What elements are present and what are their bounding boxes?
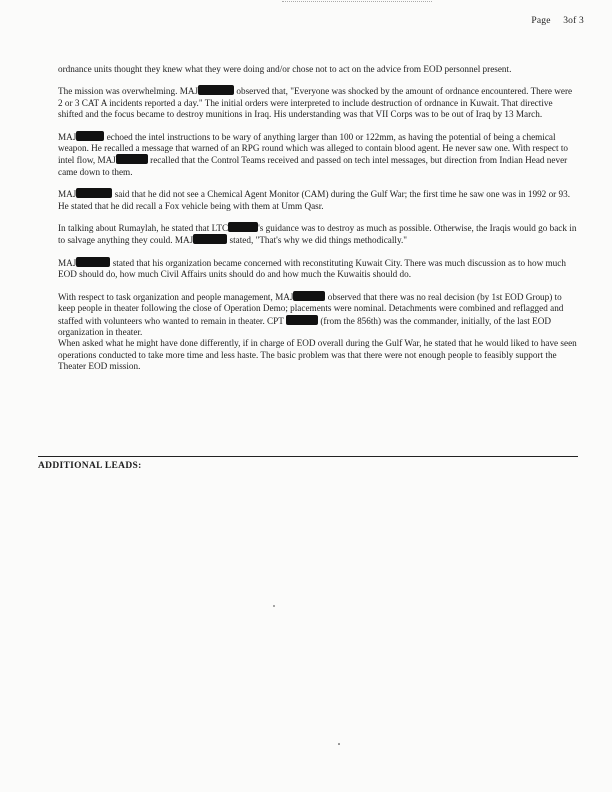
redaction-block bbox=[193, 234, 227, 244]
page-label: Page bbox=[531, 16, 551, 26]
scan-speck bbox=[338, 743, 340, 745]
page-header bbox=[521, 16, 584, 26]
paragraph-ordnance-units bbox=[58, 64, 578, 75]
scan-mark bbox=[282, 1, 432, 3]
text-segment: observed that there was no real decision (by 1st EOD Group) to keep people in theater following the close of Operation Demo; placements were nominal. Detachments were combined and reflagged and staffed with volunteers who wanted to remain in theater. CPT bbox=[58, 291, 564, 326]
scan-speck bbox=[273, 605, 275, 607]
redaction-block bbox=[76, 257, 110, 267]
text-segment: The mission was overwhelming. MAJ bbox=[58, 86, 199, 97]
text-segment: (from the 856th) was the commander, initially, of the last EOD organization in theater. bbox=[58, 315, 552, 337]
redaction-block bbox=[286, 315, 318, 325]
redaction-block bbox=[198, 85, 234, 95]
paragraph-task-organization bbox=[58, 291, 578, 339]
text-segment: stated that his organization became concerned with reconstituting Kuwait City. There was much discussion as to how much EOD should do, how much Civil Affairs units should do and how much the Kuwaitis should do. bbox=[58, 257, 566, 280]
text-segment: recalled that the Control Teams received and passed on tech intel messages, but direction from Indian Head never came down to them. bbox=[58, 155, 568, 177]
redaction-block bbox=[76, 131, 104, 141]
paragraph-cam bbox=[58, 188, 578, 212]
paragraph-kuwait-city bbox=[58, 257, 578, 281]
text-segment: MAJ bbox=[58, 131, 77, 142]
redaction-block bbox=[116, 154, 148, 164]
document-body bbox=[58, 64, 578, 383]
additional-leads-heading: ADDITIONAL LEADS: bbox=[38, 456, 578, 471]
redaction-block bbox=[293, 291, 325, 301]
paragraph-mission bbox=[58, 85, 578, 120]
paragraph-intel bbox=[58, 131, 578, 179]
paragraph-rumaylah bbox=[58, 222, 578, 247]
text-segment: observed that, "Everyone was shocked by the amount of ordnance encountered. There were 2 or 3 CAT A incidents reported a day." The initial orders were interpreted to include destruction of ordnance in Kuwait. That directive shifted and the focus became to destroy munitions in Iraq. His understanding was that VII Corps was to be out of Iraq by 13 March. bbox=[58, 86, 573, 120]
text-segment: said that he did not see a Chemical Agent Monitor (CAM) during the Gulf War; the first time he saw one was in 1992 or 93. He stated that he did recall a Fox vehicle being with them at Umm Qasr. bbox=[58, 189, 571, 211]
text-segment: In talking about Rumaylah, he stated that LTC bbox=[58, 223, 229, 234]
text-segment: 's guidance was to destroy as much as possible. Otherwise, the Iraqis would go back in to salvage anything they could. MAJ bbox=[58, 223, 577, 246]
page-number: 3of 3 bbox=[563, 16, 584, 26]
redaction-block bbox=[76, 188, 112, 198]
text-segment: MAJ bbox=[58, 189, 77, 200]
text-segment: With respect to task organization and people management, MAJ bbox=[58, 291, 294, 302]
paragraph-differently bbox=[58, 338, 578, 372]
redaction-block bbox=[228, 222, 258, 232]
text-segment: echoed the intel instructions to be wary of anything larger than 100 or 122mm, as having the potential of being a chemical weapon. He recalled a message that warned of an RPG round which was alleged to contain blood agent. He never saw one. With respect to intel flow, MAJ bbox=[58, 131, 568, 166]
text-segment: When asked what he might have done differently, if in charge of EOD overall during the Gulf War, he stated that he would liked to have seen operations conducted to take more time and less haste. The basic problem was that there were not enough people to feasibly support the Theater EOD mission. bbox=[58, 338, 577, 372]
text-segment: MAJ bbox=[58, 257, 77, 268]
text-segment: ordnance units thought they knew what they were doing and/or chose not to act on the advice from EOD personnel present. bbox=[58, 64, 512, 74]
text-segment: stated, "That's why we did things methodically." bbox=[227, 235, 408, 246]
